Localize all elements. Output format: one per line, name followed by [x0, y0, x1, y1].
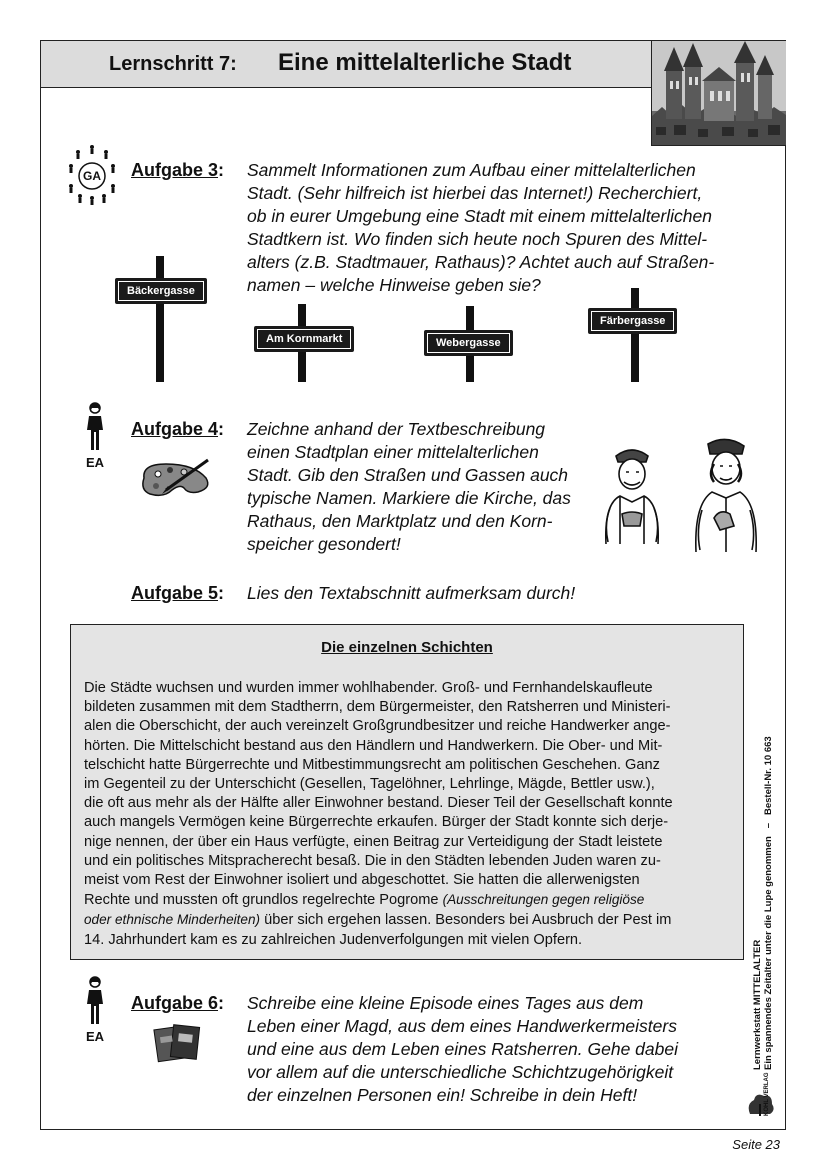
task6-text: Schreibe eine kleine Episode eines Tages aus dem Leben einer Magd, aus dem eines Handwerkermeisters und eine aus dem Leben eines Ratsherren. Gehe dabei vor allem auf die unterschiedliche Schichtzugehörigkeit der einzelnen Personen ein! Schreibe in dein Heft!: [247, 993, 678, 1105]
cathedral-illustration: [651, 41, 786, 146]
individual-work-icon: [80, 402, 110, 470]
medieval-figures-illustration: [596, 434, 772, 565]
paint-palette-icon: [136, 456, 216, 505]
page-number: Seite 23: [732, 1137, 780, 1152]
ea-badge: EA: [85, 1029, 105, 1044]
reading-text: Die Städte wuchsen und wurden immer wohlhabender. Groß- und Fernhandelskaufleute bildeten zusammen mit dem Stadtherrn, dem Bürgermeister, den Ratsherren und Ministeri- alen die Oberschicht, der auch vereinzelt Großgrundbesitzer und reiche Handwerker ange- hörten. Die Mittelschicht bestand aus den Händlern und Handwerkern. Die Ober- und Mit- telschicht hatte Bürgerrechte und Mitbestimmungsrecht am politischen Geschehen. Ganz im Gegenteil zu der Unterschicht (Gesellen, Tagelöhner, Lehrlinge, Mägde, Bettler usw.), die oft aus mehr als der Hälfte aller Einwohner bestand. Dieser Teil der Gesellschaft konnte auch mangels Vermögen keine Bürgerrechte erkaufen. Bürger der Stadt konnte sich derje- nige nennen, der über ein Haus verfügte, einen Beitrag zur Verteidigung der Stadt leistete und ein politisches Mitspracherecht besaß. Die in den Städten lebenden Juden waren zu- meist vom Rest der Einwohner isoliert und abgeschottet. Sie hatten die allerwenigsten Rechte und mussten oft grundlos regelrechte Pogrome (Ausschreitungen gegen religiöse oder ethnische Minderheiten) über sich ergehen lassen. Besonders bei Ausbruch der Pest im 14. Jahrhundert kam es zu zahlreichen Judenverfolgungen mit vielen Opfern.: [84, 680, 673, 948]
task5-text: Lies den Textabschnitt aufmerksam durch!: [247, 583, 576, 603]
street-sign: Webergasse: [424, 306, 524, 382]
street-sign: Bäckergasse: [112, 256, 212, 382]
publisher-name: KOHL VERLAG: [764, 1072, 770, 1116]
task5-label: Aufgabe 5:: [131, 583, 225, 603]
individual-work-icon: [80, 976, 110, 1044]
reading-title: Die einzelnen Schichten: [321, 639, 493, 656]
task4-label: Aufgabe 4:: [131, 419, 225, 439]
street-sign: Am Kornmarkt: [254, 304, 354, 382]
task3-text: Sammelt Informationen zum Aufbau einer mittelalterlichen Stadt. (Sehr hilfreich ist hierbei das Internet!) Recherchiert, ob in eurer Umgebung eine Stadt mit einem mittelalterlichen Stadtkern ist. Wo finden sich heute noch Spuren des Mittel- alters (z.B. Stadtmauer, Rathaus)? Achtet auch auf Straßen- namen – welche Hinweise geben sie?: [247, 160, 715, 295]
task3-label: Aufgabe 3:: [131, 160, 225, 180]
group-work-icon: [66, 142, 118, 206]
group-badge: GA: [83, 169, 101, 183]
header-bar: [41, 41, 651, 88]
publisher-sidebar: Lernwerkstatt MITTELALTER Ein spannendes Zeitalter unter die Lupe genommen – Bestell-Nr. 10 663: [752, 736, 774, 1070]
street-sign: Färbergasse: [588, 288, 688, 382]
page-title: Eine mittelalterliche Stadt: [278, 49, 572, 76]
notebooks-icon: [152, 1022, 204, 1069]
reading-box: [70, 624, 744, 960]
publisher-logo: [742, 1072, 780, 1118]
ea-badge: EA: [85, 455, 105, 470]
task4-text: Zeichne anhand der Textbeschreibung einen Stadtplan einer mittelalterlichen Stadt. Gib den Straßen und Gassen auch typische Namen. Markiere die Kirche, das Rathaus, den Marktplatz und den Korn- speicher gesondert!: [247, 419, 571, 554]
task6-label: Aufgabe 6:: [131, 993, 225, 1013]
lesson-number: Lernschritt 7:: [109, 53, 237, 75]
